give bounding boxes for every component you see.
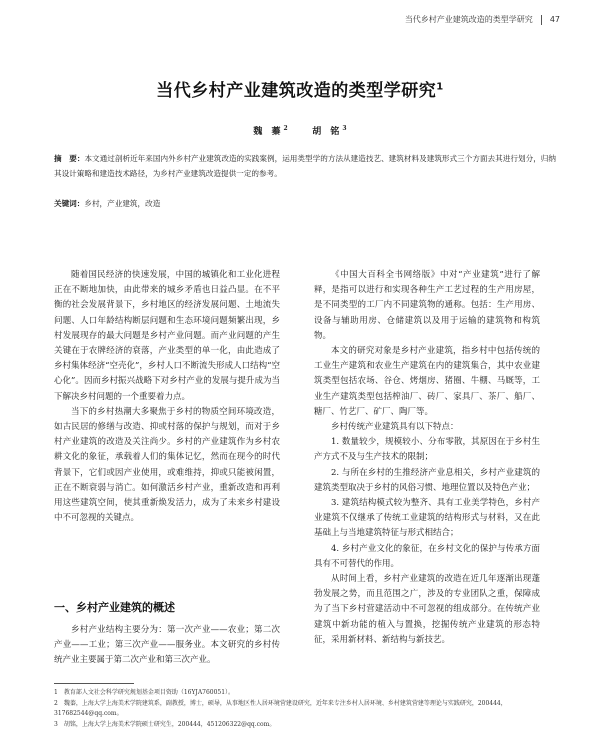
list-item: 1. 数量较少，规模较小、分布零散，其原因在于乡村生产方式不及与生产技术的限制； (314, 437, 540, 463)
section-title: 乡村产业建筑的概述 (76, 601, 175, 614)
abstract (54, 152, 556, 181)
keywords-label: 关键词： (54, 199, 85, 208)
abstract-text: 本文通过剖析近年来国内外乡村产业建筑改造的实践案例，运用类型学的方法从建造技艺、建筑材料及建筑形式三个方面去其进行划分，归纳其设计策略和建造技术路径，为乡村产业建筑改造提供一定的参考。 (54, 154, 557, 178)
footnote: 1 教育部人文社会科学研究规划基金项目资助（16YJA760051）。 (54, 689, 235, 696)
author-name: 魏 蓁 (253, 127, 284, 137)
abstract-label: 摘 要： (54, 154, 85, 163)
paragraph: 随着国民经济的快速发展，中国的城镇化和工业化进程正在不断地加快，由此带来的城乡矛盾也日益凸显。在不平衡的社会发展背景下，乡村地区的经济发展问题、土地流失问题、人口年龄结构断层问题和生态环境问题频繁出现，乡村发展现存的最大问题是乡村产业问题。而产业问题的产生关键在于农牌经济的衰落，产业类型的单一化，由此造成了乡村集体经济“空壳化”，乡村人口不断流失形成人口结构“空心化”。因而乡村振兴战略下对乡村产业的发展与提升成为当下解决乡村问题的一个重要着力点。 (54, 270, 280, 402)
list-item: 4. 乡村产业文化的象征，在乡村文化的保护与传承方面具有不可替代的作用。 (314, 543, 540, 569)
list-item: 2. 与所在乡村的生推经济产业息相关，乡村产业建筑的建筑类型取决于乡村的风俗习惯、地理位置以及特色产业； (314, 467, 540, 493)
author-marker: 3 (342, 125, 347, 132)
title-footnote-marker: 1 (436, 81, 444, 93)
paragraph: 乡村传统产业建筑具有以下特点： (331, 422, 459, 433)
footnote: 3 胡铭，上海大学上海美术学院硕士研究生，200444，451206322@qq.com。 (54, 720, 276, 728)
paragraph: 乡村产业结构主要分为：第一次产业——农业；第二次产业——工业；第三次产业——服务业。本文研究的乡村传统产业主要属于第二次产业和第三次产业。 (54, 625, 280, 666)
left-column (54, 268, 280, 526)
author-marker: 2 (283, 125, 288, 132)
author-line (0, 124, 600, 137)
left-column-after-section (54, 623, 280, 669)
list-item: 3. 建筑结构模式较为整齐、具有工业美学特色，乡村产业建筑不仅继承了传统工业建筑的结构形式与材料，又在此基础上与当地建筑特征与形式相结合； (314, 498, 540, 539)
footnotes (54, 688, 556, 730)
author-name: 胡 铭 (312, 127, 343, 137)
footnote-divider (54, 683, 134, 684)
keywords-text: 乡村，产业建筑，改造 (84, 199, 161, 208)
right-column (314, 268, 540, 648)
footnote: 2 魏蓁，上海大学上海美术学院建筑系，副教授，博士，硕导，从事地区性人居环境营建设研究，近年来专注乡村人居环境、乡村建筑营建等理论与实践研究，200444，317682544@qq.com。 (54, 699, 507, 717)
keywords (54, 197, 556, 211)
page-number: 47 (549, 15, 560, 24)
section-number: 一、 (54, 601, 76, 614)
paragraph: 从时间上看，乡村产业建筑的改造在近几年逐渐出现蓬勃发展之势，而且范围之广，涉及的专业团队之重，保障成为了当下乡村营建活动中不可忽视的组成部分。在传统产业建筑中新功能的植入与置换，挖掘传统产业建筑的形态特征，采用新材料、新结构与新技艺。 (314, 574, 540, 645)
paragraph: 《中国大百科全书网络版》中对“产业建筑”进行了解释，是指可以进行和实现各种生产工艺过程的生产用房屋，是不同类型的工厂内不同建筑物的通称。包括：生产用房、设备与辅助用房、仓储建筑以及用于运输的建筑物和构筑物。 (314, 270, 540, 341)
running-head-title: 当代乡村产业建筑改造的类型学研究 (404, 15, 533, 24)
paper-title-text: 当代乡村产业建筑改造的类型学研究 (156, 81, 437, 101)
running-head (405, 14, 560, 25)
paragraph: 本文的研究对象是乡村产业建筑，指乡村中包括传统的工业生产建筑和农业生产建筑在内的建筑集合，其中农业建筑类型包括农场、谷仓、烤烟房、猪圈、牛棚、马厩等，工业生产建筑类型包括榨油厂、砖厂、家具厂、茶厂、船厂、糖厂、竹艺厂、矿厂、陶厂等。 (314, 346, 540, 417)
section-heading (54, 599, 280, 615)
running-head-separator (541, 15, 542, 25)
paragraph: 当下的乡村热潮大多聚焦于乡村的物质空间环境改造，如古民居的修缮与改造、抑或村落的保护与规划，而对于乡村产业建筑的改造及关注尚少。乡村的产业建筑作为乡村农耕文化的象征，承载着人们的集体记忆，然而在现今的时代背景下，它们或因产业使用，或难维持，抑或只能被闲置，正在不断衰弱与消亡。如何激活乡村产业，重新改造和再利用这些建筑空间，使其重新焕发活力，成为了未来乡村建设中不可忽视的关键点。 (54, 406, 280, 524)
paper-title (0, 76, 600, 101)
